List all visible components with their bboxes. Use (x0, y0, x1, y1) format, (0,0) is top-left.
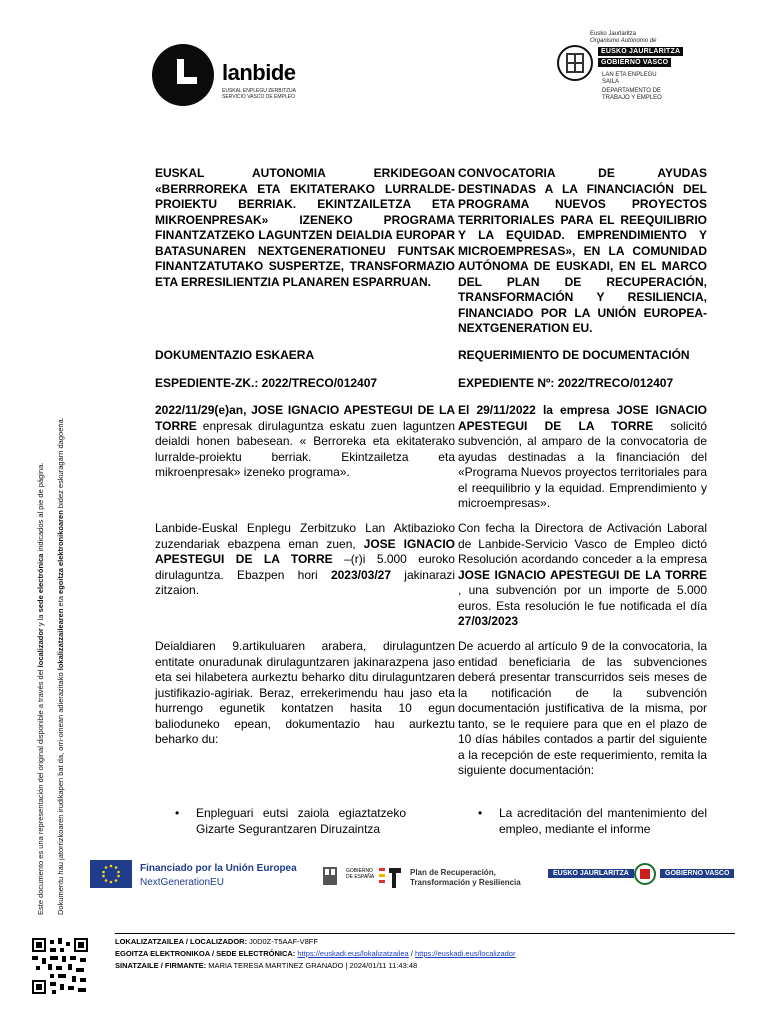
footer-localizador (115, 937, 318, 946)
applicant-date-es: El 29/11/2022 la empresa JOSE IGNACIO APESTEGUI DE LA TORRE (458, 403, 707, 433)
paragraph-1-es-text: solicitó subvención, al amparo de la convocatoria de ayudas destinadas a la financiación del «Programa Nuevos proyectos territoriales para el reequilibrio y la equidad. Emprendimiento y microempresas». (458, 418, 707, 510)
localizador-value: J0D0Z-T5AAF-V8FF (247, 937, 318, 946)
notification-date-es: 27/03/2023 (458, 614, 519, 628)
gv-dept-es: DEPARTAMENTO DE TRABAJO Y EMPLEO (602, 88, 662, 101)
sede-link-es[interactable]: https://euskadi.eus/localizador (414, 949, 516, 958)
bullet-1-eu: Enpleguari eutsi zaiola egiaztatzeko Gizarte Segurantzaren Diruzaintza (196, 806, 406, 836)
sede-link-eu[interactable]: https://euskadi.eus/lokalizatzailea (297, 949, 409, 958)
lanbide-name: lanbide (222, 60, 296, 85)
gv-dept-eu: LAN ETA ENPLEGU SAILA (602, 72, 657, 85)
side-note-eu-e: bidez eskuragarri dagoena. (56, 417, 65, 511)
side-note-eu-b: lokalizatzailearen (56, 608, 65, 671)
paragraph-2-es-a: Con fecha la Directora de Activación Laboral de Lanbide-Servicio Vasco de Empleo dictó Resolución acordando conceder a la empresa (458, 521, 707, 566)
qr-code-icon[interactable] (32, 938, 88, 994)
paragraph-1-eu (155, 403, 455, 481)
gv-footer-es: GOBIERNO VASCO (660, 869, 734, 878)
gobierno-label: GOBIERNO (346, 868, 373, 874)
lanbide-subtitle: EUSKAL ENPLEGU ZERBITZUA SERVICIO VASCO DE EMPLEO (222, 88, 296, 100)
footer-sede (115, 949, 515, 958)
bullet-icon: • (175, 806, 180, 820)
gobierno-espana-label (346, 868, 374, 880)
gv-footer-eu: EUSKO JAURLARITZA (548, 869, 634, 878)
gv-name-es: GOBIERNO VASCO (598, 58, 671, 67)
footer-firmante (115, 961, 417, 970)
eu-flag-icon (90, 860, 132, 888)
company-name-eu: JOSE IGNACIO APESTEGUI DE LA TORRE (155, 536, 455, 566)
side-note-es-c: y la (36, 612, 45, 629)
prtr-line2: Transformación y Resiliencia (410, 878, 521, 887)
firmante-label: SINATZAILE / FIRMANTE: (115, 961, 207, 970)
footer-divider (115, 933, 735, 934)
paragraph-1-eu-text: enpresak dirulaguntza eskatu zuen laguntzen deialdi honen babesean. « Berroreka eta ekitaterako lurralde-proiektu berriak. Ekintzailetza eta mikroenpresak» izeneko programa». (155, 418, 455, 479)
gv-top-line1: Eusko Jaurlaritza (590, 31, 637, 37)
paragraph-2-eu-b: –(r)i 5.000 euroko dirulaguntza. Ebazpen hori (155, 552, 455, 582)
company-name-es: JOSE IGNACIO APESTEGUI DE LA TORRE (458, 567, 707, 582)
side-note-eu-c: eta (56, 593, 65, 609)
paragraph-2-es (458, 521, 707, 630)
de-espana-label: DE ESPAÑA (346, 874, 375, 880)
sede-separator: / (408, 949, 415, 958)
notification-date-eu: 2023/03/27 (330, 567, 392, 582)
prtr-line1: Plan de Recuperación, (410, 868, 496, 877)
eu-funding-line1: Financiado por la Unión Europea (140, 863, 297, 874)
expediente-eu: ESPEDIENTE-ZK.: 2022/TRECO/012407 (155, 376, 378, 390)
side-note-es-e: indicados al pie de página. (36, 462, 45, 554)
gobierno-vasco-logo (556, 30, 746, 110)
side-note-eu-d: egoitza elektronikoaren (56, 510, 65, 594)
lanbide-logo (152, 44, 317, 108)
prtr-logo-icon (377, 864, 407, 890)
spain-coat-of-arms-icon (318, 864, 342, 888)
paragraph-3-eu: Deialdiaren 9.artikuluaren arabera, dirulaguntzen entitate onuradunak dirulaguntzaren jakinarazpena jaso eta sei hilabetera aurkeztu beharko ditu dirulaguntzaren justifikazio-agiriak. Beraz, errekerimendu hau jaso eta hurrengo egunetik kontatzen hasita 10 egun balioduneko epean, dokumentazio hau aurkeztu beharko du: (155, 639, 455, 746)
lanbide-logo-icon (152, 44, 214, 106)
paragraph-2-eu-c: jakinarazi zitzaion. (155, 567, 455, 597)
firmante-value: MARIA TERESA MARTINEZ GRANADO | 2024/01/11 11:43:48 (206, 961, 418, 970)
gv-top-line2: Organismo Autónomo de (590, 38, 657, 44)
title-es: CONVOCATORIA DE AYUDAS DESTINADAS A LA FINANCIACIÓN DEL PROGRAMA NUEVOS PROYECTOS TERRITORIALES PARA EL REEQUILIBRIO Y LA EQUIDAD. EMPRENDIMIENTO Y MICROEMPRESAS», EN LA COMUNIDAD AUTÓNOMA DE EUSKADI, EN EL MARCO DEL PLAN DE RECUPERACIÓN, TRANSFORMACIÓN Y RESILIENCIA, FINANCIADO POR LA UNIÓN EUROPEA-NEXTGENERATION EU. (458, 166, 707, 335)
side-note-eu (56, 417, 65, 915)
prtr-label (410, 868, 521, 888)
applicant-date-eu: 2022/11/29(e)an, JOSE IGNACIO APESTEGUI DE LA TORRE (155, 403, 455, 433)
paragraph-3-es: De acuerdo al artículo 9 de la convocatoria, la entidad beneficiaria de las subvenciones deberá presentar transcurridos seis meses de la notificación de la subvención documentación justificativa de la misma, por tanto, se le requiere para que en el plazo de 10 días hábiles contados a partir del siguiente a la recepción de este requerimiento, remita la siguiente documentación: (458, 639, 707, 777)
paragraph-1-es (458, 403, 707, 512)
coat-of-arms-icon (556, 40, 594, 86)
paragraph-2-eu (155, 521, 455, 599)
localizador-label: LOKALIZATZAILEA / LOCALIZADOR: (115, 937, 248, 946)
eu-funding-line2: NextGenerationEU (140, 877, 224, 888)
side-note-eu-a: Dokumentu hau jatorrizkoaren irudikapen bat da, orri-oinean adierazitako (56, 670, 65, 915)
gv-footer-shield-icon (634, 863, 656, 885)
bullet-1-es: La acreditación del mantenimiento del empleo, mediante el informe (499, 806, 707, 836)
paragraph-2-eu-a: Lanbide-Euskal Enplegu Zerbitzuko Lan Aktibazioko zuzendariak ebazpena eman zuen, (155, 521, 455, 551)
sede-label: EGOITZA ELEKTRONIKOA / SEDE ELECTRÓNICA: (115, 949, 296, 958)
heading-eu: DOKUMENTAZIO ESKAERA (155, 348, 315, 362)
gv-name-eu: EUSKO JAURLARITZA (598, 47, 683, 56)
side-note-es-d: sede electrónica (36, 553, 45, 613)
title-eu: EUSKAL AUTONOMIA ERKIDEGOAN «BERRROREKA ETA EKITATERAKO LURRALDE-PROIEKTU BERRIAK. EKINTZAILETZA ETA MIKROENPRESAK» IZENEKO PROGRAMA FINANTZATZEKO LAGUNTZEN DEIALDIA EUROPAR BATASUNAREN NEXTGENERATIONEU FUNTSAK FINANTZATUTAKO SUSPERTZE, TRANSFORMAZIO ETA ERRESILIENTZIA PLANAREN ESPARRUAN. (155, 166, 455, 289)
expediente-es: EXPEDIENTE Nº: 2022/TRECO/012407 (458, 376, 674, 390)
bullet-icon: • (478, 806, 483, 820)
side-note-es-b: localizador (36, 628, 45, 668)
side-note-es-a: Este documento es una representación del original disponible a través del (36, 667, 45, 915)
paragraph-2-es-b: , una subvención por un importe de 5.000 euros. Esta resolución le fue notificada el día (458, 583, 707, 613)
heading-es: REQUERIMIENTO DE DOCUMENTACIÓN (458, 348, 690, 362)
side-note-es (36, 463, 45, 915)
